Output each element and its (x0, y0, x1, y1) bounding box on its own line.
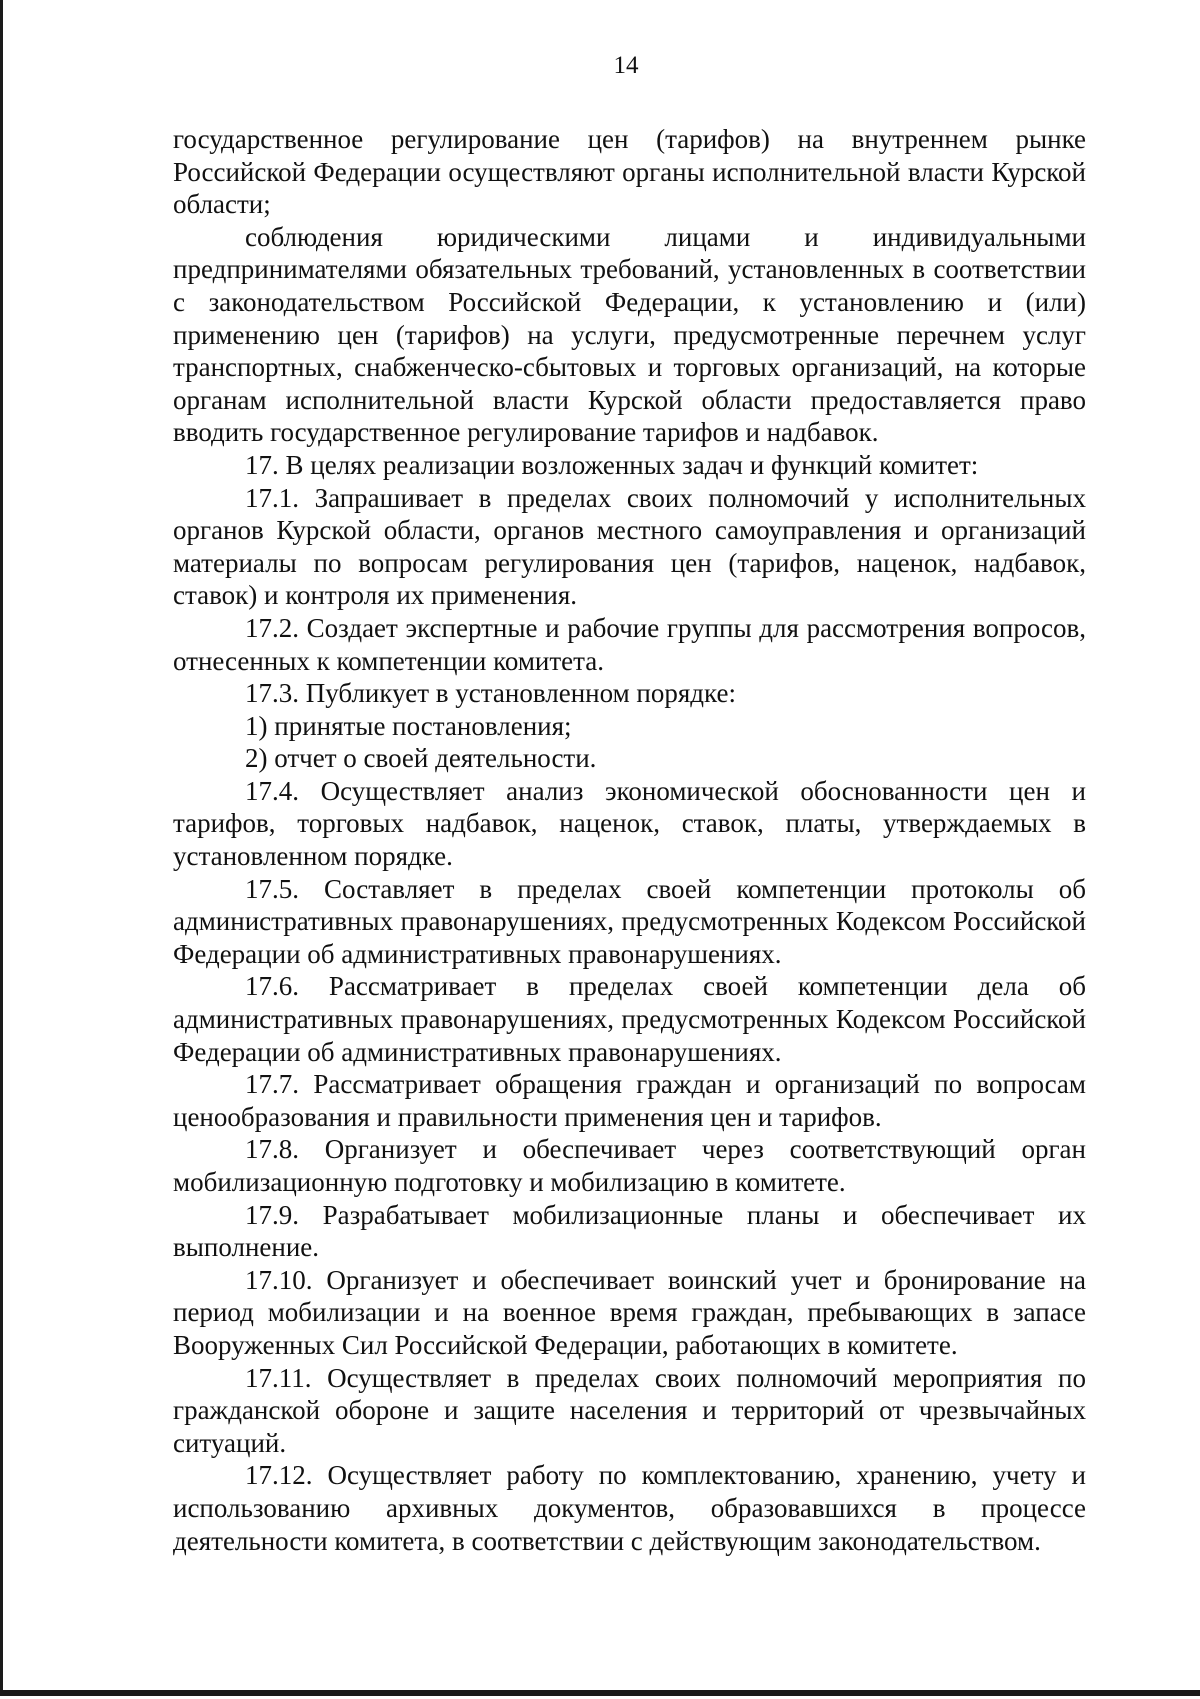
scan-border-left (0, 0, 3, 1690)
paragraph-17-3: 17.3. Публикует в установленном порядке: (245, 678, 736, 709)
paragraph-17-10: 17.10. Организует и обеспечивает воинский учет и бронирование на период мобилизации и на военное время граждан, пребывающих в запасе Вооруженных Сил Российской Федерации, работающих в комитете. (173, 1264, 1086, 1360)
paragraph-17-2: 17.2. Создает экспертные и рабочие группы для рассмотрения вопросов, отнесенных к компетенции комитета. (173, 612, 1086, 676)
page-number: 14 (613, 52, 639, 79)
paragraph-17-1: 17.1. Запрашивает в пределах своих полномочий у исполнительных органов Курской области, органов местного самоуправления и организаций материалы по вопросам регулирования цен (тарифов, наценок, надбавок, ставок) и контроля их применения. (173, 482, 1086, 611)
paragraph-0: государственное регулирование цен (тарифов) на внутреннем рынке Российской Федерации осуществляют органы исполнительной власти Курской области; (173, 124, 1086, 220)
list-item-2: 2) отчет о своей деятельности. (245, 743, 597, 774)
paragraph-17-11: 17.11. Осуществляет в пределах своих полномочий мероприятия по гражданской обороне и защите населения и территорий от чрезвычайных ситуаций. (173, 1362, 1086, 1458)
paragraph-17-12: 17.12. Осуществляет работу по комплектованию, хранению, учету и использованию архивных документов, образовавшихся в процессе деятельности комитета, в соответствии с действующим законодательством. (173, 1460, 1086, 1556)
paragraph-17-7: 17.7. Рассматривает обращения граждан и организаций по вопросам ценообразования и правильности применения цен и тарифов. (173, 1069, 1086, 1132)
paragraph-17-6: 17.6. Рассматривает в пределах своей компетенции дела об административных правонарушениях, предусмотренных Кодексом Российской Федерации об административных правонарушениях. (173, 971, 1086, 1067)
paragraph-17-4: 17.4. Осуществляет анализ экономической обоснованности цен и тарифов, торговых надбавок, наценок, ставок, платы, утверждаемых в установленном порядке. (173, 775, 1086, 872)
document-body (173, 123, 1086, 1557)
paragraph-17-8: 17.8. Организует и обеспечивает через соответствующий орган мобилизационную подготовку и мобилизацию в комитете. (173, 1134, 1086, 1197)
scan-border-bottom (0, 1690, 1200, 1696)
list-item-1: 1) принятые постановления; (245, 710, 572, 741)
paragraph-1: соблюдения юридическими лицами и индивидуальными предпринимателями обязательных требований, установленных в соответствии с законодательством Российской Федерации, к установлению и (или) применению цен (тарифов) на услуги, предусмотренные перечнем услуг транспортных, снабженческо-сбытовых и торговых организаций, на которые органам исполнительной власти Курской области предоставляется право вводить государственное регулирование тарифов и надбавок. (173, 221, 1086, 448)
paragraph-17: 17. В целях реализации возложенных задач и функций комитет: (245, 449, 979, 480)
paragraph-17-9: 17.9. Разрабатывает мобилизационные планы и обеспечивает их выполнение. (173, 1199, 1086, 1263)
paragraph-17-5: 17.5. Составляет в пределах своей компетенции протоколы об административных правонарушениях, предусмотренных Кодексом Российской Федерации об административных правонарушениях. (173, 873, 1086, 969)
